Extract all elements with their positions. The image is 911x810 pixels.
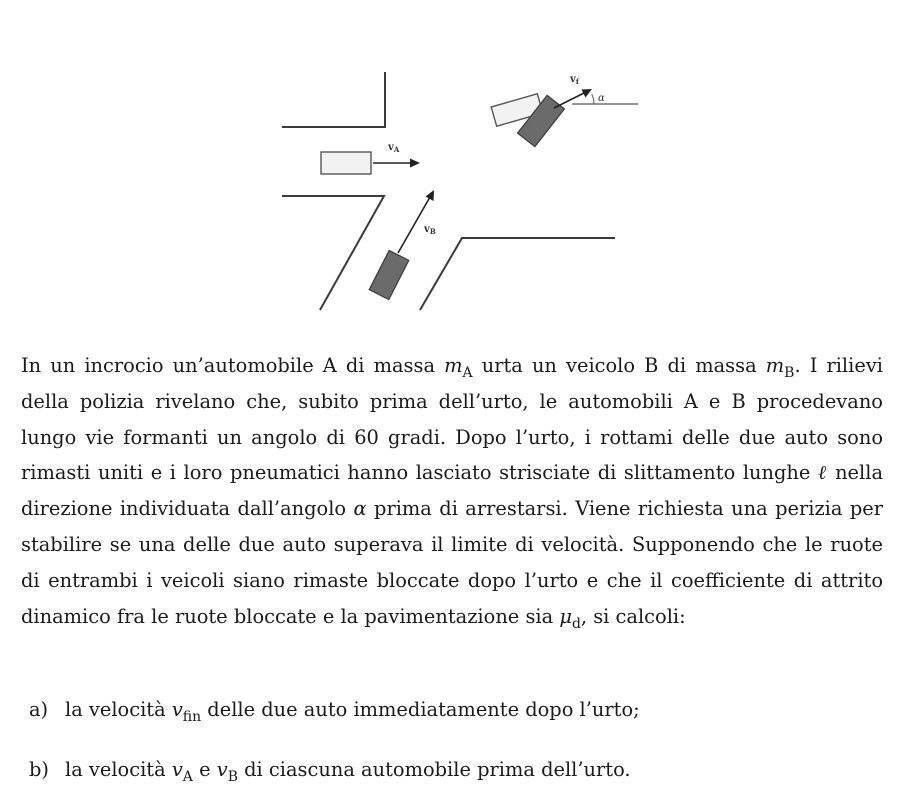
velocity-a-arrowhead — [410, 159, 420, 168]
final-velocity-label: $v_f$ — [570, 74, 579, 86]
road-lines — [282, 72, 615, 310]
road-edge-lower-left — [282, 196, 384, 310]
velocity-b-label: $v_B$ — [424, 224, 436, 236]
problem-text: In un incrocio un’automobile A di massa — [21, 354, 445, 377]
length-symbol: ℓ — [817, 461, 828, 485]
item-marker: a) — [29, 698, 49, 721]
item-marker: b) — [29, 758, 49, 781]
problem-text: nella direzione individuata dall’angolo — [21, 461, 883, 521]
velocity-b-arrowhead — [426, 190, 435, 201]
angle-alpha-label: α — [598, 93, 605, 104]
mass-a-symbol: $m_A$ — [444, 354, 473, 381]
car-a — [321, 152, 371, 174]
problem-text: , si calcoli: — [580, 604, 686, 628]
road-edge-lower-right — [420, 238, 615, 310]
question-list — [29, 690, 889, 810]
angle-arc — [592, 94, 594, 104]
problem-text: . I rilievi della polizia rivelano che, subito prima dell’urto, le automobili A e B procedevano lungo vie formanti un angolo di 60 gradi. Dopo l’urto, i rottami delle due auto sono rimasti uniti e i loro pneumatici hanno lasciato strisciate di slittamento lunghe — [21, 354, 883, 485]
final-velocity-arrow — [554, 93, 584, 108]
problem-statement — [21, 348, 883, 634]
problem-text: urta un veicolo B di massa — [472, 354, 766, 377]
problem-text: prima di arrestarsi. Viene richiesta una perizia per stabilire se una delle due auto superava il limite di velocità. Supponendo che le ruote di entrambi i veicoli siano rimaste bloccate dopo l’urto e che il coefficiente di attrito dinamico fra le ruote bloccate e la pavimentazione sia — [21, 497, 883, 628]
alpha-symbol: α — [353, 497, 367, 521]
question-item-b: b) la velocità $v_A$ e $v_B$ di ciascuna automobile prima dell’urto. — [29, 750, 889, 810]
velocity-a-label: $v_A$ — [388, 142, 400, 154]
friction-coefficient-symbol: $\mu_d$ — [559, 604, 581, 632]
velocity-b-symbol: $v_B$ — [216, 758, 238, 785]
road-edge-upper-left — [282, 72, 385, 127]
velocity-a-symbol: $v_A$ — [171, 758, 193, 785]
final-velocity-symbol: $v_{fin}$ — [171, 698, 202, 725]
car-b — [369, 250, 409, 299]
question-item-a: a) la velocità $v_{fin}$ delle due auto immediatamente dopo l’urto; — [29, 690, 889, 750]
mass-b-symbol: $m_B$ — [765, 354, 795, 381]
intersection-diagram — [0, 0, 911, 340]
